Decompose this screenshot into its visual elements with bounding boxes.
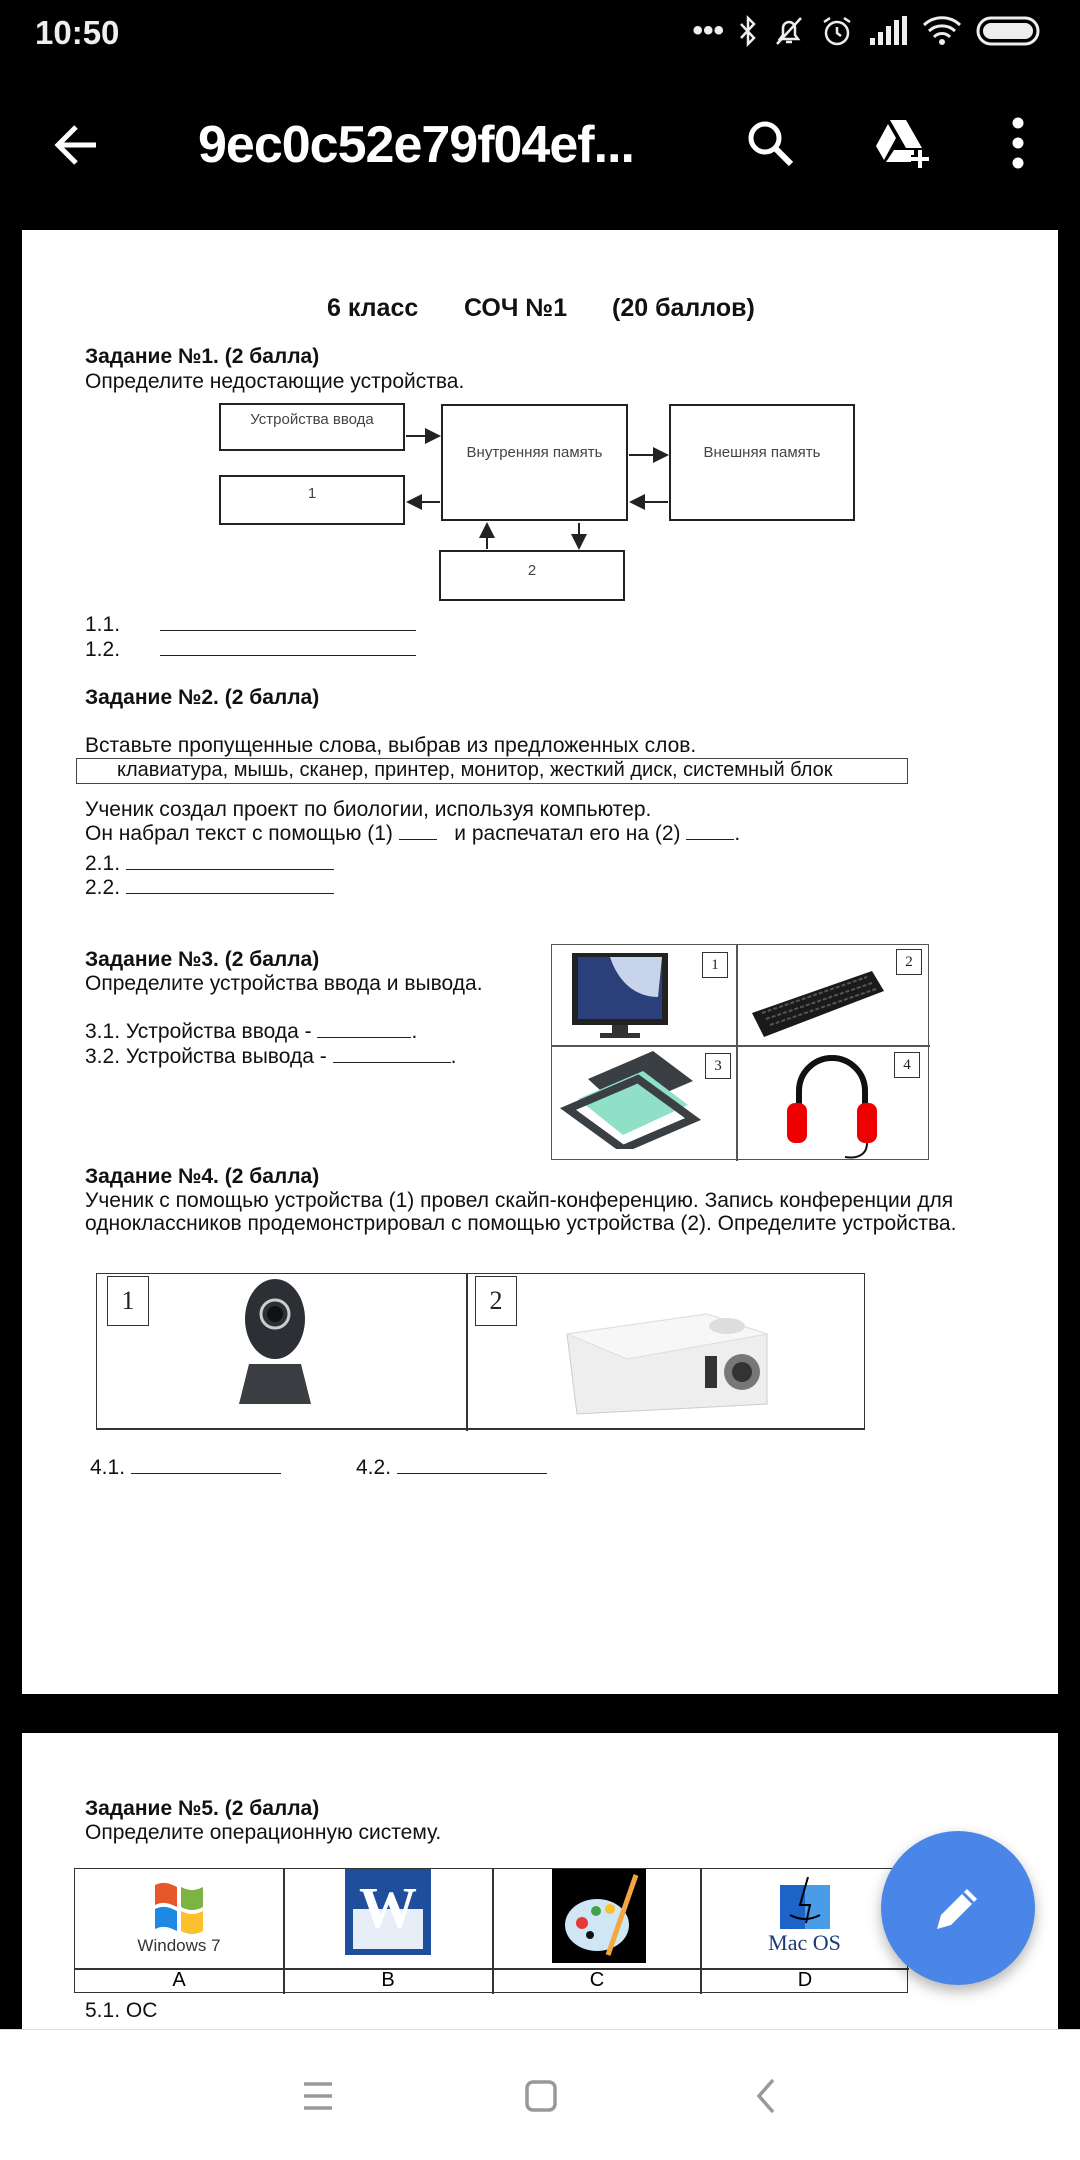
task3-prompt: Определите устройства ввода и вывода. [85,972,483,995]
answer-line[interactable] [333,1045,451,1063]
image-label-4: 4 [894,1052,920,1078]
answer-4-2: 4.2. [356,1456,547,1480]
home-icon[interactable] [524,2079,558,2113]
device-image-table [96,1273,865,1430]
column-label-c: C [589,1969,605,1991]
macos-logo: Mac OS [700,1869,909,1968]
answer-4-1: 4.1. [90,1456,281,1480]
document-page-1 [22,230,1058,1694]
answer-2-2: 2.2. [85,876,334,900]
task4-line2: одноклассников продемонстрировал с помощью устройства (2). Определите устройства. [85,1212,957,1235]
monitor-image [570,951,670,1039]
webcam-image [227,1274,327,1424]
alarm-icon [820,14,854,48]
pencil-icon [931,1881,985,1935]
heading-grade: 6 класс [327,294,419,322]
answer-line[interactable] [131,1456,281,1474]
heading-points: (20 баллов) [612,294,755,322]
word-logo [345,1869,431,1955]
wifi-icon [922,15,962,47]
task2-title: Задание №2. (2 балла) [85,686,320,709]
image-label-2: 2 [475,1276,517,1326]
bluetooth-icon [738,15,758,47]
svg-text:W: W [359,1875,417,1940]
more-notifications-icon: ••• [692,14,724,47]
battery-icon [976,15,1042,47]
answer-1-1: 1.1. [85,613,416,637]
signal-icon [868,16,908,46]
diagram-arrows [22,230,1058,630]
bell-muted-icon [772,14,806,48]
app-bar [0,90,1080,200]
answer-3-2: 3.2. Устройства вывода - . [85,1045,457,1068]
answer-2-1: 2.1. [85,852,334,876]
keyboard-image [742,963,892,1043]
task1-title: Задание №1. (2 балла) [85,345,320,368]
task5-title: Задание №5. (2 балла) [85,1797,320,1820]
search-icon[interactable] [745,118,797,170]
answer-5-1: 5.1. ОС [85,1999,158,2022]
task4-line1: Ученик с помощью устройства (1) провел скайп-конференцию. Запись конференции для [85,1189,954,1212]
task1-prompt: Определите недостающие устройства. [85,370,465,393]
system-navigation-bar [0,2029,1080,2160]
heading-exam: СОЧ №1 [464,294,568,322]
answer-line[interactable] [126,876,334,894]
task4-title: Задание №4. (2 балла) [85,1165,320,1188]
document-title: 9ec0c52e79f04ef... [198,116,634,174]
os-table [74,1868,908,1993]
device-image-grid [551,944,929,1160]
back-icon[interactable] [755,2078,777,2114]
status-bar [0,0,1080,66]
input-devices-box: Устройства ввода [219,403,405,451]
windows7-logo: Windows 7 [75,1869,283,1968]
image-label-3: 3 [705,1053,731,1079]
answer-line[interactable] [397,1456,547,1474]
column-label-b: B [381,1969,395,1991]
headphones-image [777,1051,887,1161]
back-arrow-icon[interactable] [52,123,100,167]
answer-line[interactable] [160,638,416,656]
task2-line2: Он набрал текст с помощью (1) и распечатал его на (2) . [85,822,741,845]
task2-prompt: Вставьте пропущенные слова, выбрав из предложенных слов. [85,734,697,757]
image-label-1: 1 [702,952,728,978]
answer-3-1: 3.1. Устройства ввода - . [85,1020,418,1043]
column-label-d: D [797,1969,813,1991]
task2-line1: Ученик создал проект по биологии, используя компьютер. [85,798,652,821]
clock: 10:50 [35,14,120,51]
image-label-2: 2 [896,949,922,975]
task3-title: Задание №3. (2 балла) [85,948,320,971]
paint-logo [552,1869,646,1963]
word-bank: клавиатура, мышь, сканер, принтер, монитор, жесткий диск, системный блок [76,758,908,784]
recent-apps-icon[interactable] [302,2080,334,2112]
projector-image [557,1304,777,1424]
task5-prompt: Определите операционную систему. [85,1821,442,1844]
answer-line[interactable] [317,1020,411,1038]
answer-line[interactable] [160,613,416,631]
answer-line[interactable] [126,852,334,870]
external-memory-box: Внешняя память [669,404,855,521]
image-label-1: 1 [107,1276,149,1326]
internal-memory-box: Внутренняя память [441,404,628,521]
column-label-a: A [172,1969,186,1991]
edit-fab-button[interactable] [881,1831,1035,1985]
missing-device-box-1: 1 [219,475,405,525]
scanner-image [558,1049,708,1149]
missing-device-box-2: 2 [439,550,625,601]
add-to-drive-icon[interactable] [872,116,932,172]
more-options-icon[interactable] [1008,117,1028,169]
answer-1-2: 1.2. [85,638,416,662]
